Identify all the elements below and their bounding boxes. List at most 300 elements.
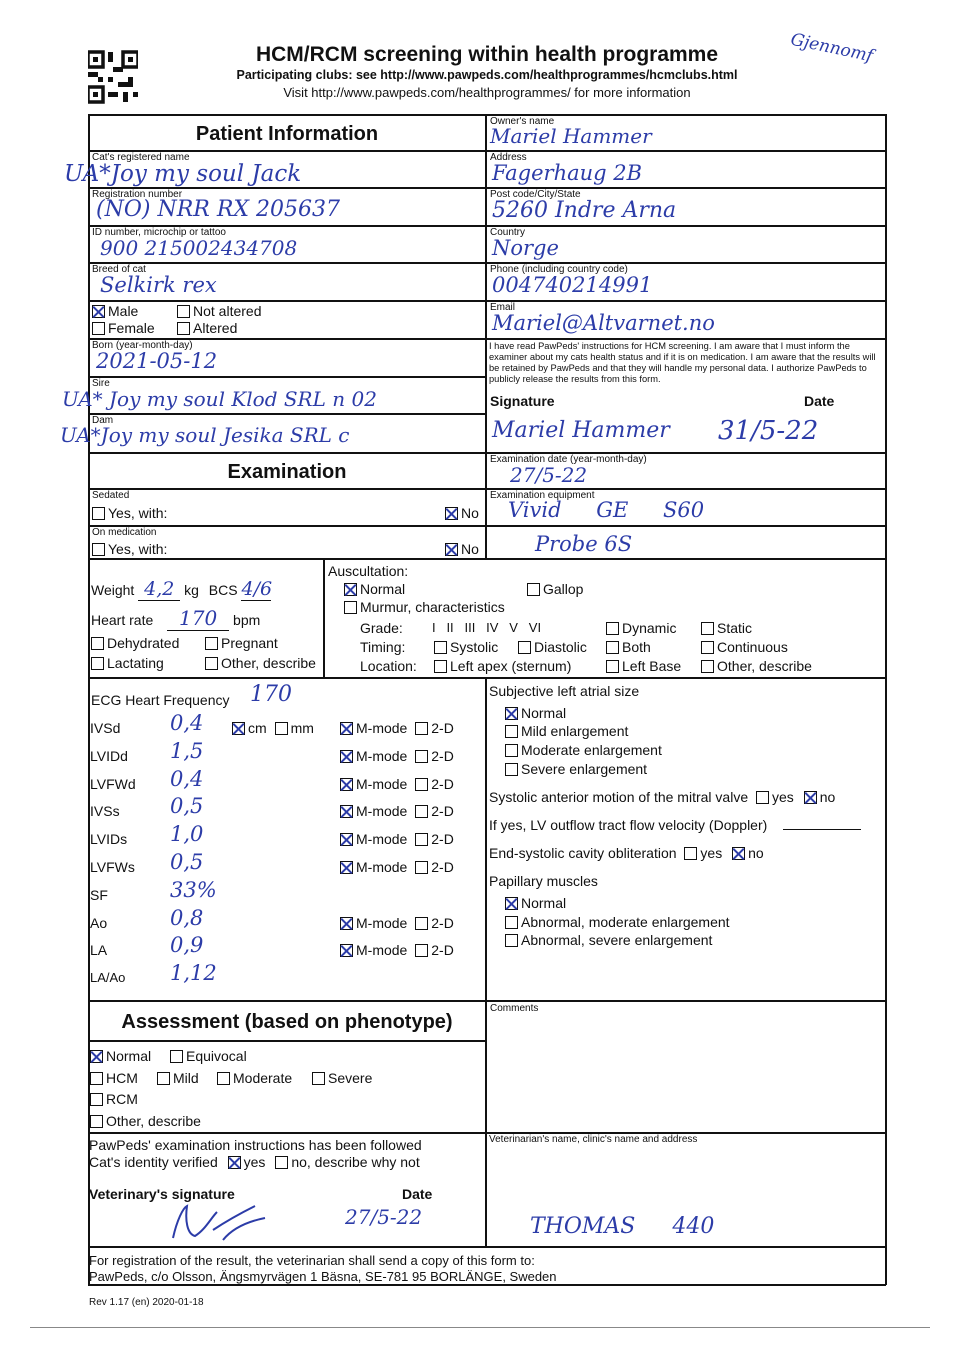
twod-label: 2-D <box>431 942 454 958</box>
vet-date-label: Date <box>402 1186 433 1202</box>
grid-line <box>88 1040 486 1042</box>
lactating-option[interactable] <box>91 655 164 671</box>
location-label: Location: <box>360 658 417 674</box>
ausc-normal-label: Normal <box>360 581 406 597</box>
grid-line <box>88 262 886 264</box>
twod-label: 2-D <box>431 748 454 764</box>
echo-value[interactable]: 33% <box>170 878 217 902</box>
grid-line <box>88 114 886 116</box>
female-option[interactable] <box>92 320 155 336</box>
id-number[interactable]: 900 215002434708 <box>100 236 298 260</box>
pregnant-option[interactable] <box>205 635 278 651</box>
patient-heading: Patient Information <box>195 123 379 145</box>
mmode-checkbox[interactable] <box>340 778 353 791</box>
lvot-field[interactable] <box>783 818 861 830</box>
escob-no-label: no <box>748 845 764 861</box>
cat-name[interactable]: UA*Joy my soul Jack <box>64 161 302 187</box>
mmode-label: M-mode <box>356 803 408 819</box>
echo-label: LVFWs <box>90 859 135 875</box>
assess-severe-checkbox[interactable] <box>312 1072 325 1085</box>
systolic-label: Systolic <box>450 639 499 655</box>
both-checkbox[interactable] <box>606 641 619 654</box>
left-base-label: Left Base <box>622 658 682 674</box>
twod-checkbox[interactable] <box>415 833 428 846</box>
gallop-option[interactable] <box>527 581 583 597</box>
atrial-moderate-label: Moderate enlargement <box>521 742 662 758</box>
echo-value[interactable]: 0,4 <box>170 711 204 735</box>
assess-normal-option[interactable] <box>90 1048 151 1064</box>
murmur-label: Murmur, characteristics <box>360 599 505 615</box>
pap-normal-checkbox[interactable] <box>505 897 518 910</box>
vet-name-label: Veterinarian's name, clinic's name and address <box>489 1134 698 1145</box>
ivsd-units <box>232 720 314 736</box>
both-label: Both <box>622 639 651 655</box>
footer-line-1: For registration of the result, the veterinarian shall send a copy of this form to: <box>89 1253 535 1268</box>
probe[interactable]: Probe 6S <box>535 532 633 556</box>
sedated-yes-checkbox[interactable] <box>92 507 105 520</box>
email-label: Email <box>490 302 516 313</box>
atrial-moderate-option[interactable] <box>505 742 662 758</box>
ausc-normal-checkbox[interactable] <box>344 583 357 596</box>
not-altered-checkbox[interactable] <box>177 305 190 318</box>
med-no-option[interactable] <box>445 541 479 557</box>
identity-yes-label: yes <box>243 1154 266 1170</box>
sedated-no-option[interactable] <box>445 505 479 521</box>
twod-label: 2-D <box>431 720 454 736</box>
dynamic-label: Dynamic <box>622 620 677 636</box>
continuous-checkbox[interactable] <box>701 641 714 654</box>
cm-checkbox[interactable] <box>232 722 245 735</box>
papillary-title: Papillary muscles <box>489 873 598 889</box>
dynamic-checkbox[interactable] <box>606 622 619 635</box>
sire-name[interactable]: UA* Joy my soul Klod SRL n 02 <box>62 387 377 411</box>
left-apex-label: Left apex (sternum) <box>450 658 572 674</box>
static-checkbox[interactable] <box>701 622 714 635</box>
atrial-severe-option[interactable] <box>505 761 647 777</box>
cat-name-label: Cat's registered name <box>92 152 190 163</box>
kg-label: kg <box>184 582 199 598</box>
sedated-yes-option[interactable] <box>92 505 167 521</box>
mode-row <box>340 942 454 958</box>
comments-label: Comments <box>490 1003 539 1014</box>
twod-label: 2-D <box>431 776 454 792</box>
twod-checkbox[interactable] <box>415 722 428 735</box>
vet-name[interactable]: THOMAS 440 <box>530 1214 715 1239</box>
grid-line <box>323 558 325 678</box>
born-date[interactable]: 2021-05-12 <box>96 349 218 373</box>
escob-no-checkbox[interactable] <box>732 847 745 860</box>
female-checkbox[interactable] <box>92 322 105 335</box>
ausc-normal-option[interactable] <box>344 581 405 597</box>
echo-label: IVSd <box>90 720 121 736</box>
assess-mild-checkbox[interactable] <box>157 1072 170 1085</box>
continuous-label: Continuous <box>717 639 788 655</box>
echo-value[interactable]: 0,9 <box>170 933 204 957</box>
atrial-normal-label: Normal <box>521 705 567 721</box>
on-medication-label: On medication <box>92 527 157 538</box>
grid-line <box>88 558 886 560</box>
twod-label: 2-D <box>431 803 454 819</box>
grid-line <box>88 1000 886 1002</box>
other-condition-option[interactable] <box>205 655 316 671</box>
address[interactable]: Fagerhaug 2B <box>492 161 643 185</box>
grid-line <box>485 678 487 1246</box>
echo-row <box>90 942 107 958</box>
born-label: Born (year-month-day) <box>92 340 193 351</box>
identity-no-checkbox[interactable] <box>275 1156 288 1169</box>
identity-yes-checkbox[interactable] <box>228 1156 241 1169</box>
echo-label: LVFWd <box>90 776 136 792</box>
assess-mild-option[interactable] <box>157 1070 199 1086</box>
male-option[interactable] <box>92 303 138 319</box>
echo-label: LVIDs <box>90 831 128 847</box>
atrial-mild-label: Mild enlargement <box>521 723 629 739</box>
assess-equivocal-checkbox[interactable] <box>170 1050 183 1063</box>
diastolic-option[interactable] <box>518 639 587 655</box>
mode-row <box>340 915 454 931</box>
instructions-followed: PawPeds' examination instructions has been followed <box>89 1137 422 1153</box>
twod-checkbox[interactable] <box>415 944 428 957</box>
mode-row <box>340 859 454 875</box>
lactating-label: Lactating <box>107 655 164 671</box>
mmode-checkbox[interactable] <box>340 917 353 930</box>
echo-row <box>90 831 127 847</box>
lvot-row <box>489 817 861 833</box>
assess-hcm-label: HCM <box>106 1070 138 1086</box>
corner-note: Gjennomf <box>788 29 875 67</box>
echo-label: LA/Ao <box>90 970 126 985</box>
other-condition-checkbox[interactable] <box>205 657 218 670</box>
auscultation-label: Auscultation: <box>328 563 409 579</box>
identity-label: Cat's identity verified <box>89 1154 218 1170</box>
mmode-checkbox[interactable] <box>340 833 353 846</box>
consent-text: I have read PawPeds' instructions for HCM screening. I am aware that I must inform the examiner about my cats health status and if it is on medication. I am aware that the results will be retained by PawPeds and that they will handle my personal data. I authorize PawPeds to publicly release the results from this form. <box>489 341 876 384</box>
vet-signature-label: Veterinary's signature <box>89 1186 235 1202</box>
id-label: ID number, microchip or tattoo <box>92 227 226 238</box>
echo-label: LA <box>90 942 108 958</box>
grid-line <box>88 150 886 152</box>
left-apex-option[interactable] <box>434 658 571 674</box>
visit-line: Visit http://www.pawpeds.com/healthprogrammes/ for more information <box>283 85 691 100</box>
continuous-option[interactable] <box>701 639 788 655</box>
sam-no-checkbox[interactable] <box>804 791 817 804</box>
twod-checkbox[interactable] <box>415 917 428 930</box>
atrial-moderate-checkbox[interactable] <box>505 744 518 757</box>
echo-value[interactable]: 0,5 <box>170 850 204 874</box>
bpm-label: bpm <box>233 612 261 628</box>
breed-label: Breed of cat <box>92 264 146 275</box>
grid-line <box>88 525 886 527</box>
med-no-checkbox[interactable] <box>445 543 458 556</box>
other-condition-label: Other, describe <box>221 655 316 671</box>
grid-line <box>88 376 486 378</box>
pap-normal-label: Normal <box>521 895 567 911</box>
owner-date[interactable]: 31/5-22 <box>718 416 819 446</box>
footer-line-2: PawPeds, c/o Olsson, Ängsmyrvägen 1 Bäsna, SE-781 95 BORLÄNGE, Sweden <box>89 1269 557 1284</box>
phone[interactable]: 004740214991 <box>492 273 653 297</box>
clubs-line: Participating clubs: see http://www.pawpeds.com/healthprogrammes/hcmclubs.html <box>236 68 738 82</box>
heart-rate-value[interactable]: 170 <box>167 606 229 631</box>
other-location-checkbox[interactable] <box>701 660 714 673</box>
systolic-option[interactable] <box>434 639 498 655</box>
assess-normal-label: Normal <box>106 1048 152 1064</box>
assess-severe-option[interactable] <box>312 1070 372 1086</box>
echo-value[interactable]: 0,5 <box>170 794 204 818</box>
assess-moderate-checkbox[interactable] <box>217 1072 230 1085</box>
exam-date[interactable]: 27/5-22 <box>510 463 588 487</box>
echo-row <box>90 748 128 764</box>
both-option[interactable] <box>606 639 651 655</box>
assess-normal-checkbox[interactable] <box>90 1050 103 1063</box>
echo-row <box>90 887 108 903</box>
scan-edge-line <box>30 1327 930 1328</box>
equipment[interactable]: Vivid GE S60 <box>508 498 705 522</box>
mmode-label: M-mode <box>356 720 408 736</box>
static-option[interactable] <box>701 620 752 636</box>
assess-other-label: Other, describe <box>106 1113 201 1129</box>
echo-row <box>90 720 120 736</box>
pap-normal-option[interactable] <box>505 895 566 911</box>
weight-row <box>91 578 271 601</box>
heart-rate-label: Heart rate <box>91 612 154 628</box>
reg-number[interactable]: (NO) NRR RX 205637 <box>96 197 341 222</box>
murmur-checkbox[interactable] <box>344 601 357 614</box>
twod-checkbox[interactable] <box>415 778 428 791</box>
gallop-checkbox[interactable] <box>527 583 540 596</box>
grid-line <box>485 114 487 558</box>
bcs-value[interactable]: 4/6 <box>241 578 273 600</box>
phone-label: Phone (including country code) <box>490 264 628 275</box>
grid-line <box>88 452 886 454</box>
grid-line <box>88 1284 886 1286</box>
left-apex-checkbox[interactable] <box>434 660 447 673</box>
mmode-checkbox[interactable] <box>340 750 353 763</box>
escob-row <box>489 845 764 861</box>
not-altered-option[interactable] <box>177 303 261 319</box>
echo-label: SF <box>90 887 108 903</box>
altered-option[interactable] <box>177 320 237 336</box>
static-label: Static <box>717 620 753 636</box>
echo-row <box>90 776 136 792</box>
breed[interactable]: Selkirk rex <box>100 273 217 297</box>
sam-label: Systolic anterior motion of the mitral valve <box>489 789 749 805</box>
grid-line <box>88 300 886 302</box>
post-label: Post code/City/State <box>490 189 581 200</box>
dehydrated-checkbox[interactable] <box>91 637 104 650</box>
sam-yes-checkbox[interactable] <box>756 791 769 804</box>
female-label: Female <box>108 320 155 336</box>
mm-checkbox[interactable] <box>275 722 288 735</box>
atrial-mild-checkbox[interactable] <box>505 725 518 738</box>
left-base-checkbox[interactable] <box>606 660 619 673</box>
form-title: HCM/RCM screening within health programme <box>255 43 719 66</box>
ecg-value[interactable]: 170 <box>250 682 292 707</box>
twod-label: 2-D <box>431 859 454 875</box>
twod-label: 2-D <box>431 915 454 931</box>
timing-label: Timing: <box>360 639 406 655</box>
pregnant-checkbox[interactable] <box>205 637 218 650</box>
echo-row <box>90 970 125 985</box>
weight-value[interactable]: 4,2 <box>138 578 180 601</box>
assess-mild-label: Mild <box>173 1070 199 1086</box>
altered-checkbox[interactable] <box>177 322 190 335</box>
sedated-no-checkbox[interactable] <box>445 507 458 520</box>
sedated-no-label: No <box>461 505 479 521</box>
sam-row <box>489 789 835 805</box>
twod-checkbox[interactable] <box>415 750 428 763</box>
echo-value[interactable]: 0,8 <box>170 906 204 930</box>
med-yes-checkbox[interactable] <box>92 543 105 556</box>
other-location-label: Other, describe <box>717 658 812 674</box>
mmode-label: M-mode <box>356 776 408 792</box>
reg-label: Registration number <box>92 189 183 200</box>
pap-moderate-option[interactable] <box>505 914 730 930</box>
diastolic-checkbox[interactable] <box>518 641 531 654</box>
identity-no-label: no, describe why not <box>291 1154 420 1170</box>
echo-row <box>90 859 135 875</box>
lactating-checkbox[interactable] <box>91 657 104 670</box>
mmode-label: M-mode <box>356 915 408 931</box>
grid-line <box>88 488 886 490</box>
assess-hcm-checkbox[interactable] <box>90 1072 103 1085</box>
twod-label: 2-D <box>431 831 454 847</box>
assess-equivocal-option[interactable] <box>170 1048 247 1064</box>
assess-rcm-option[interactable] <box>90 1091 138 1107</box>
assess-equivocal-label: Equivocal <box>186 1048 247 1064</box>
identity-row <box>89 1154 420 1170</box>
grid-line <box>88 1132 886 1134</box>
grid-line <box>88 187 886 189</box>
pap-severe-option[interactable] <box>505 932 712 948</box>
dynamic-option[interactable] <box>606 620 676 636</box>
vet-date[interactable]: 27/5-22 <box>345 1205 423 1229</box>
pregnant-label: Pregnant <box>221 635 278 651</box>
male-checkbox[interactable] <box>92 305 105 318</box>
atrial-severe-label: Severe enlargement <box>521 761 648 777</box>
exam-date-label: Examination date (year-month-day) <box>490 454 647 465</box>
assess-rcm-label: RCM <box>106 1091 138 1107</box>
vet-signature[interactable] <box>165 1200 275 1245</box>
med-yes-option[interactable] <box>92 541 167 557</box>
echo-value[interactable]: 1,12 <box>170 961 217 985</box>
cm-label: cm <box>248 720 267 736</box>
not-altered-label: Not altered <box>193 303 262 319</box>
assess-severe-label: Severe <box>328 1070 373 1086</box>
weight-label: Weight <box>91 582 135 598</box>
grid-line <box>88 677 886 679</box>
twod-checkbox[interactable] <box>415 805 428 818</box>
mmode-label: M-mode <box>356 942 408 958</box>
systolic-checkbox[interactable] <box>434 641 447 654</box>
mmode-checkbox[interactable] <box>340 722 353 735</box>
murmur-option[interactable] <box>344 599 505 615</box>
assess-hcm-option[interactable] <box>90 1070 138 1086</box>
assess-other-option[interactable] <box>90 1113 201 1129</box>
atrial-severe-checkbox[interactable] <box>505 763 518 776</box>
mmode-label: M-mode <box>356 748 408 764</box>
escob-yes-checkbox[interactable] <box>684 847 697 860</box>
grid-line <box>88 338 886 340</box>
revision: Rev 1.17 (en) 2020-01-18 <box>89 1297 204 1308</box>
owner-signature[interactable]: Mariel Hammer <box>492 418 670 443</box>
grid-line <box>88 114 90 1285</box>
mode-row <box>340 831 454 847</box>
mmode-label: M-mode <box>356 859 408 875</box>
grid-line <box>88 413 486 415</box>
altered-label: Altered <box>193 320 238 336</box>
echo-row <box>90 803 120 819</box>
sam-no-label: no <box>819 789 836 805</box>
echo-value[interactable]: 1,0 <box>170 822 204 846</box>
mmode-checkbox[interactable] <box>340 805 353 818</box>
examination-heading: Examination <box>227 461 347 483</box>
mm-label: mm <box>290 720 314 736</box>
mode-row <box>340 720 454 736</box>
email[interactable]: Mariel@Altvarnet.no <box>492 311 715 335</box>
pap-moderate-label: Abnormal, moderate enlargement <box>521 914 730 930</box>
assess-rcm-checkbox[interactable] <box>90 1093 103 1106</box>
assess-other-checkbox[interactable] <box>90 1115 103 1128</box>
sedated-label: Sedated <box>92 490 130 501</box>
grid-line <box>88 1246 886 1248</box>
atrial-size-title: Subjective left atrial size <box>489 683 640 699</box>
equip-label: Examination equipment <box>490 490 595 501</box>
heart-rate-row <box>91 606 260 631</box>
atrial-normal-option[interactable] <box>505 705 566 721</box>
atrial-mild-option[interactable] <box>505 723 628 739</box>
escob-label: End-systolic cavity obliteration <box>489 845 677 861</box>
dam-label: Dam <box>92 415 114 426</box>
diastolic-label: Diastolic <box>534 639 587 655</box>
mmode-checkbox[interactable] <box>340 944 353 957</box>
dehydrated-label: Dehydrated <box>107 635 180 651</box>
echo-value[interactable]: 0,4 <box>170 767 204 791</box>
assess-moderate-option[interactable] <box>217 1070 292 1086</box>
echo-row <box>90 915 107 931</box>
country[interactable]: Norge <box>492 236 559 260</box>
echo-label: LVIDd <box>90 748 128 764</box>
med-no-label: No <box>461 541 479 557</box>
mode-row <box>340 748 454 764</box>
left-base-option[interactable] <box>606 658 681 674</box>
mode-row <box>340 803 454 819</box>
grade-label: Grade: <box>360 620 403 636</box>
post-city[interactable]: 5260 Indre Arna <box>492 198 677 223</box>
country-label: Country <box>490 227 526 238</box>
atrial-normal-checkbox[interactable] <box>505 707 518 720</box>
signature-label: Signature <box>490 393 555 409</box>
address-label: Address <box>490 152 527 163</box>
dehydrated-option[interactable] <box>91 635 179 651</box>
owner-date-label: Date <box>804 393 835 409</box>
sedated-yes-label: Yes, with: <box>108 505 168 521</box>
sam-yes-label: yes <box>772 789 794 805</box>
med-yes-label: Yes, with: <box>108 541 168 557</box>
owner-name[interactable]: Mariel Hammer <box>490 124 652 148</box>
echo-label: Ao <box>90 915 108 931</box>
assess-moderate-label: Moderate <box>233 1070 293 1086</box>
twod-checkbox[interactable] <box>415 861 428 874</box>
echo-value[interactable]: 1,5 <box>170 739 204 763</box>
pap-severe-checkbox[interactable] <box>505 934 518 947</box>
sire-label: Sire <box>92 378 110 389</box>
grade-scale[interactable]: I II III IV V VI <box>432 620 542 635</box>
mmode-checkbox[interactable] <box>340 861 353 874</box>
dam-name[interactable]: UA*Joy my soul Jesika SRL c <box>60 423 350 447</box>
pap-moderate-checkbox[interactable] <box>505 916 518 929</box>
other-location-option[interactable] <box>701 658 812 674</box>
echo-label: IVSs <box>90 803 120 819</box>
